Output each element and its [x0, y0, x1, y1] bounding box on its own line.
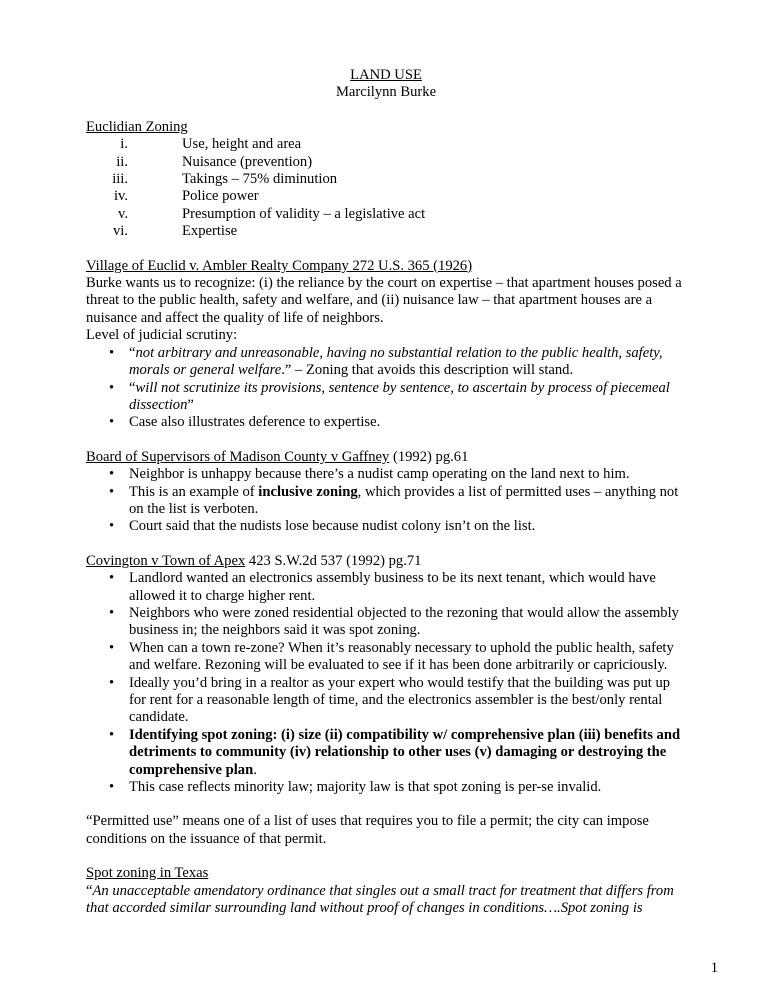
bullet-text: Landlord wanted an electronics assembly business to be its next tenant, which would have allowed it to charge higher rent.	[129, 570, 656, 604]
quoted-text: not arbitrary and unreasonable, having no substantial relation to the public health, safety, morals or general welfare	[129, 344, 663, 379]
list-item	[86, 414, 686, 431]
list-text: Expertise	[182, 223, 238, 240]
list-text: Takings – 75% diminution	[182, 171, 338, 188]
gaffney-case-heading: Board of Supervisors of Madison County v Gaffney	[86, 448, 390, 465]
list-item	[86, 605, 686, 640]
quote-mark: “	[129, 379, 136, 396]
permitted-use-section	[86, 813, 686, 848]
quote-mark: “	[86, 882, 93, 899]
list-number: vi.	[113, 223, 128, 240]
list-item	[86, 154, 686, 171]
euclid-case-bullets	[86, 345, 686, 432]
bullet-text: , which provides a list of permitted uses – anything not on the list is verboten.	[129, 483, 679, 517]
bullet-text: .	[253, 761, 257, 778]
document-body	[86, 67, 686, 934]
bullet-text: This is an example of	[129, 483, 259, 500]
texas-spot-zoning-heading: Spot zoning in Texas	[86, 865, 209, 882]
covington-case-bullets	[86, 570, 686, 796]
quoted-text: will not scrutinize its provisions, sentence by sentence, to ascertain by process of piecemeal dissection	[129, 379, 670, 413]
gaffney-case-section	[86, 449, 686, 536]
bullet-icon: •	[109, 483, 115, 500]
list-item	[86, 484, 686, 519]
euclidian-zoning-list	[86, 136, 686, 240]
covington-case-heading-line	[86, 553, 686, 570]
list-item	[86, 136, 686, 153]
bullet-icon: •	[109, 604, 115, 621]
document-title: LAND USE	[350, 67, 422, 83]
list-number: i.	[120, 136, 128, 153]
bullet-text: Neighbors who were zoned residential objected to the rezoning that would allow the assembly business in; the neighbors said it was spot zoning.	[129, 604, 679, 639]
bullet-icon: •	[109, 466, 115, 483]
list-item	[86, 345, 686, 380]
list-number: iii.	[112, 171, 128, 188]
bullet-text: Case also illustrates deference to expertise.	[129, 414, 381, 431]
document-author: Marcilynn Burke	[335, 84, 437, 101]
bullet-icon: •	[109, 518, 115, 535]
bullet-icon: •	[109, 726, 115, 743]
gaffney-case-heading-line	[86, 449, 686, 466]
quote-mark: “	[129, 344, 136, 361]
list-text: Use, height and area	[182, 136, 302, 153]
bullet-icon: •	[109, 570, 115, 587]
list-item	[86, 171, 686, 188]
euclid-case-paragraph: Burke wants us to recognize: (i) the reliance by the court on expertise – that apartment houses posed a threat to the public health, safety and welfare, and (ii) nuisance law – that apartment houses are a nuisance and affect the quality of life of neighbors.	[86, 275, 682, 326]
euclidian-zoning-section	[86, 119, 686, 241]
judicial-scrutiny-label: Level of judicial scrutiny:	[86, 327, 238, 344]
covington-case-citation: 423 S.W.2d 537 (1992) pg.71	[245, 552, 422, 569]
list-number: iv.	[113, 188, 128, 205]
covington-case-heading: Covington v Town of Apex	[86, 552, 246, 569]
list-item	[86, 779, 686, 796]
covington-case-section	[86, 553, 686, 797]
list-item	[86, 570, 686, 605]
bullet-text: When can a town re-zone? When it’s reasonably necessary to uphold the public health, safety and welfare. Rezoning will be evaluated to see if it has been done arbitrarily or capriciously.	[129, 639, 674, 674]
texas-quote	[86, 883, 686, 918]
bullet-icon: •	[109, 414, 115, 431]
title-block	[86, 67, 686, 102]
bullet-text: Court said that the nudists lose because nudist colony isn’t on the list.	[129, 518, 536, 535]
bullet-icon: •	[109, 674, 115, 691]
bullet-text: .” – Zoning that avoids this description will stand.	[281, 362, 574, 379]
bullet-text: Ideally you’d bring in a realtor as your expert who would testify that the building was put up for rent for a reasonable length of time, and the electronics assembler is the best/only rental candidate.	[129, 674, 671, 726]
list-text: Nuisance (prevention)	[182, 153, 313, 170]
list-item	[86, 188, 686, 205]
list-number: v.	[118, 205, 128, 222]
list-item	[86, 518, 686, 535]
list-item	[86, 675, 686, 727]
permitted-use-paragraph: “Permitted use” means one of a list of uses that requires you to file a permit; the city can impose conditions on the issuance of that permit.	[86, 813, 649, 847]
list-item	[86, 466, 686, 483]
list-item	[86, 727, 686, 779]
list-item	[86, 380, 686, 415]
euclidian-zoning-heading: Euclidian Zoning	[86, 118, 188, 135]
texas-spot-zoning-section	[86, 865, 686, 917]
gaffney-case-citation: (1992) pg.61	[389, 448, 469, 465]
bullet-icon: •	[109, 379, 115, 396]
bullet-text: This case reflects minority law; majority law is that spot zoning is per-se invalid.	[129, 779, 602, 796]
page-number: 1	[710, 960, 718, 976]
bold-term: Identifying spot zoning: (i) size (ii) compatibility w/ comprehensive plan (iii) benefits and detriments to community (iv) relationship to other uses (v) damaging or destroying the comprehensive plan	[129, 726, 681, 778]
bold-term: inclusive zoning	[258, 483, 358, 500]
bullet-icon: •	[109, 779, 115, 796]
euclid-case-heading: Village of Euclid v. Ambler Realty Company 272 U.S. 365 (1926)	[86, 257, 473, 274]
euclid-case-section	[86, 258, 686, 432]
list-text: Police power	[182, 188, 259, 205]
list-item	[86, 206, 686, 223]
quoted-text: An unacceptable amendatory ordinance that singles out a small tract for treatment that differs from that accorded similar surrounding land without proof of changes in conditions….Spot zoning is	[86, 882, 674, 917]
gaffney-case-bullets	[86, 466, 686, 536]
bullet-icon: •	[109, 344, 115, 361]
list-item	[86, 640, 686, 675]
list-number: ii.	[116, 153, 128, 170]
list-item	[86, 223, 686, 240]
bullet-icon: •	[109, 639, 115, 656]
quote-mark: ”	[187, 396, 194, 413]
list-text: Presumption of validity – a legislative act	[182, 205, 426, 222]
bullet-text: Neighbor is unhappy because there’s a nudist camp operating on the land next to him.	[129, 466, 630, 483]
